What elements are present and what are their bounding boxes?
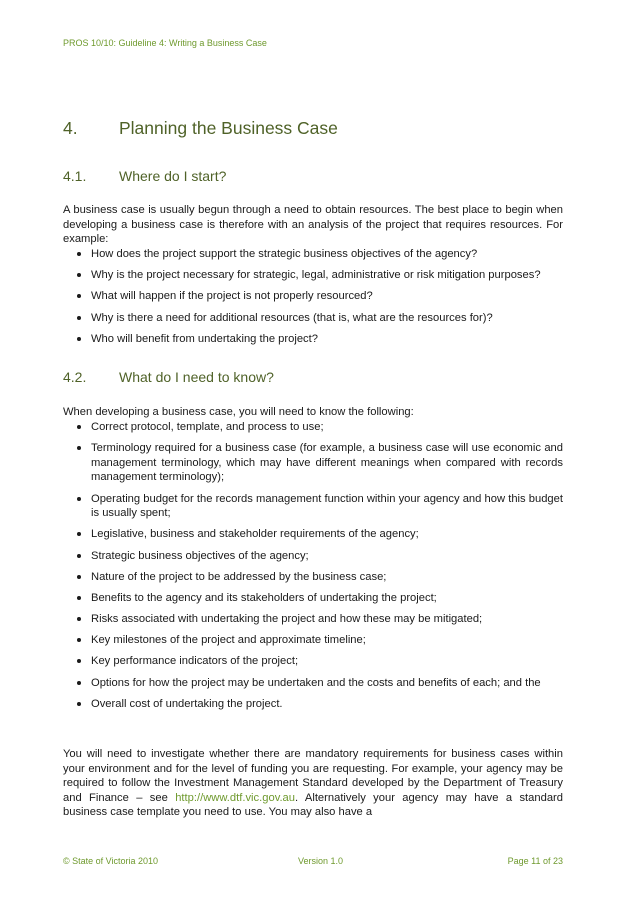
closing-text-after: . Alternatively your agency may have a standard business case template you need to use. You may also have a (63, 791, 563, 819)
subsection-title: What do I need to know? (119, 369, 274, 385)
list-item: Strategic business objectives of the agency; (73, 549, 563, 564)
section-4-2-intro: When developing a business case, you will need to know the following: (63, 406, 414, 418)
list-item: Correct protocol, template, and process to use; (73, 420, 563, 435)
section-4-1-heading (63, 168, 226, 184)
footer-copyright: © State of Victoria 2010 (63, 856, 159, 866)
closing-text-before: You will need to investigate whether there are mandatory requirements for business cases within your environment and for the level of funding you are requesting. For example, your agency may be required to follow the Investment Management Standard developed by the Department of Treasury and Finance – see (63, 748, 563, 804)
section-4-1-bullet-list (73, 247, 563, 353)
list-item: Overall cost of undertaking the project. (73, 697, 563, 712)
dtf-link[interactable]: http://www.dtf.vic.gov.au (175, 791, 296, 804)
running-header: PROS 10/10: Guideline 4: Writing a Business Case (63, 38, 267, 48)
list-item: How does the project support the strategic business objectives of the agency? (73, 247, 563, 262)
list-item: Operating budget for the records management function within your agency and how this budget is usually spent; (73, 492, 563, 521)
section-4-2-heading (63, 369, 274, 385)
section-4-2-closing-paragraph (63, 747, 563, 820)
section-4-2-bullet-list (73, 420, 563, 718)
list-item: Terminology required for a business case (for example, a business case will use economic and management terminology, which may have different meanings when compared with records management terminology); (73, 441, 563, 485)
section-4-1-intro: A business case is usually begun through a need to obtain resources. The best place to begin when developing a business case is therefore with an analysis of the project that requires resources. For example: (63, 204, 563, 246)
list-item: Why is the project necessary for strategic, legal, administrative or risk mitigation purposes? (73, 268, 563, 283)
list-item: What will happen if the project is not properly resourced? (73, 289, 563, 304)
list-item: Risks associated with undertaking the project and how these may be mitigated; (73, 612, 563, 627)
section-number: 4. (63, 118, 78, 138)
section-4-heading (63, 118, 338, 139)
list-item: Key performance indicators of the project; (73, 654, 563, 669)
list-item: Nature of the project to be addressed by the business case; (73, 570, 563, 585)
list-item: Legislative, business and stakeholder requirements of the agency; (73, 527, 563, 542)
list-item: Key milestones of the project and approximate timeline; (73, 633, 563, 648)
footer-page-number: Page 11 of 23 (507, 856, 563, 866)
list-item: Why is there a need for additional resources (that is, what are the resources for)? (73, 311, 563, 326)
subsection-number: 4.1. (63, 168, 87, 184)
footer-version: Version 1.0 (298, 856, 344, 866)
subsection-number: 4.2. (63, 369, 87, 385)
section-title: Planning the Business Case (119, 118, 338, 138)
list-item: Benefits to the agency and its stakeholders of undertaking the project; (73, 591, 563, 606)
list-item: Options for how the project may be undertaken and the costs and benefits of each; and the (73, 676, 563, 691)
list-item: Who will benefit from undertaking the project? (73, 332, 563, 347)
subsection-title: Where do I start? (119, 168, 227, 184)
